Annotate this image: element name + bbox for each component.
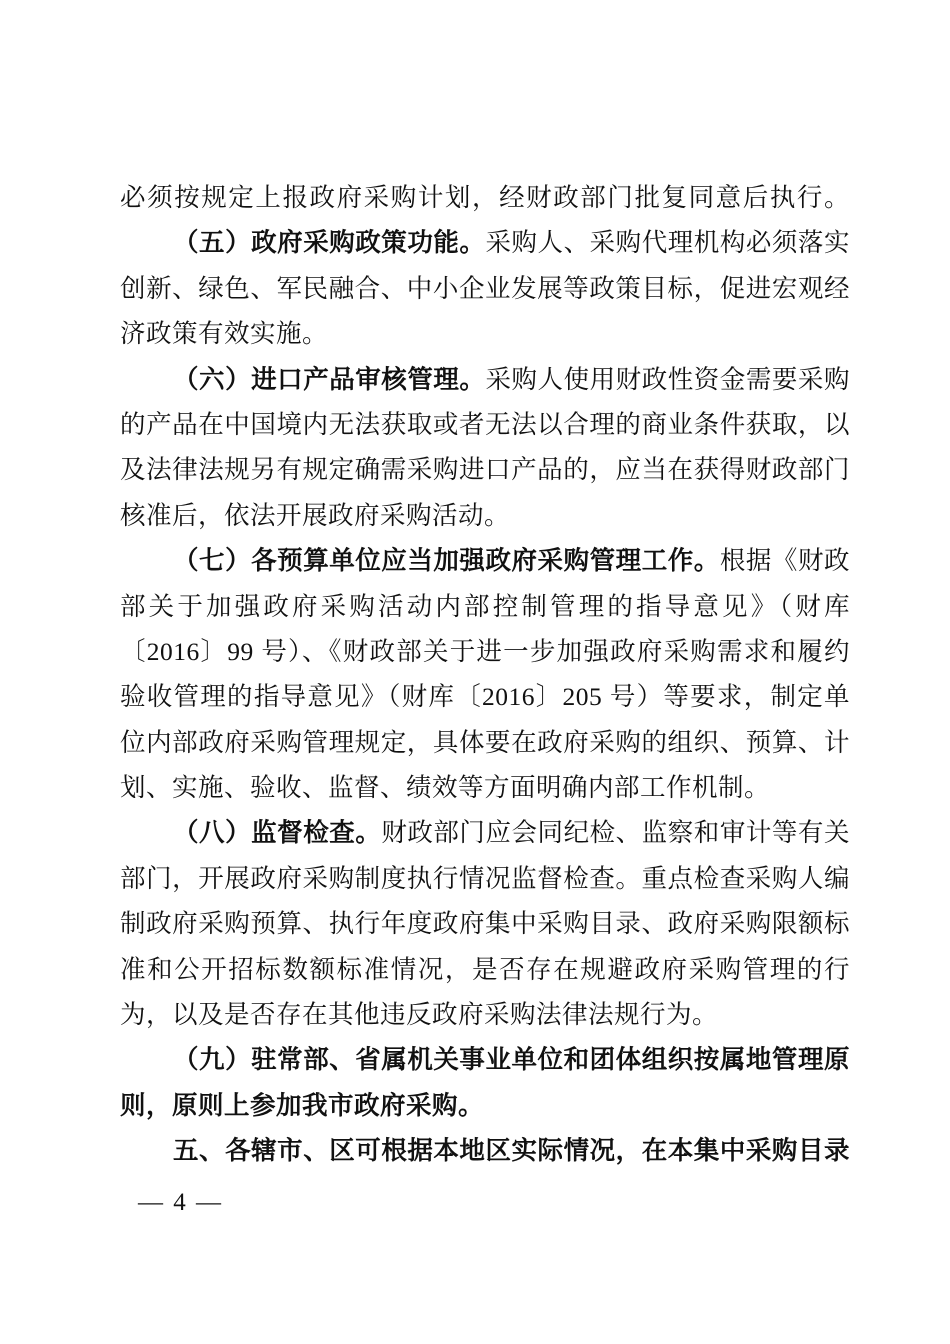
body-text: 济政策有效实施。 xyxy=(120,319,329,349)
text-line xyxy=(120,674,850,719)
text-line xyxy=(120,266,850,311)
body-text: 及法律法规另有规定确需采购进口产品的，应当在获得财政部门 xyxy=(120,455,850,485)
text-line xyxy=(120,856,850,901)
text-line xyxy=(120,584,850,629)
heading-text: （七）各预算单位应当加强政府采购管理工作。 xyxy=(173,546,720,576)
body-text: 准和公开招标数额标准情况，是否存在规避政府采购管理的行 xyxy=(120,954,850,984)
heading-text: 则，原则上参加我市政府采购。 xyxy=(120,1090,485,1120)
text-line xyxy=(120,220,850,265)
body-text: 采购人、采购代理机构必须落实 xyxy=(485,228,850,258)
body-text: 验收管理的指导意见》（财库〔2016〕205 号）等要求，制定单 xyxy=(120,682,850,712)
heading-text: （九）驻常部、省属机关事业单位和团体组织按属地管理原 xyxy=(173,1045,850,1075)
heading-text: （八）监督检查。 xyxy=(173,818,382,848)
text-line xyxy=(120,901,850,946)
body-text: 部关于加强政府采购活动内部控制管理的指导意见》（财库 xyxy=(120,591,850,621)
text-line xyxy=(120,402,850,447)
body-text: 为，以及是否存在其他违反政府采购法律法规行为。 xyxy=(120,1000,719,1030)
text-line xyxy=(120,538,850,583)
text-line xyxy=(120,357,850,402)
text-line xyxy=(120,1037,850,1082)
document-body xyxy=(120,175,850,1174)
text-line xyxy=(120,629,850,674)
body-text: 必须按规定上报政府采购计划，经财政部门批复同意后执行。 xyxy=(120,183,850,212)
text-line xyxy=(120,947,850,992)
page-number: — 4 — xyxy=(138,1189,223,1216)
body-text: 〔2016〕99 号）、《财政部关于进一步加强政府采购需求和履约 xyxy=(120,636,850,666)
body-text: 位内部政府采购管理规定，具体要在政府采购的组织、预算、计 xyxy=(120,727,850,757)
body-text: 的产品在中国境内无法获取或者无法以合理的商业条件获取，以 xyxy=(120,409,850,439)
body-text: 核准后，依法开展政府采购活动。 xyxy=(120,500,511,530)
body-text: 创新、绿色、军民融合、中小企业发展等政策目标，促进宏观经 xyxy=(120,273,850,303)
text-line xyxy=(120,311,850,356)
text-line xyxy=(120,175,850,220)
body-text: 制政府采购预算、执行年度政府集中采购目录、政府采购限额标 xyxy=(120,909,850,939)
text-line xyxy=(120,992,850,1037)
text-line xyxy=(120,765,850,810)
heading-text: （六）进口产品审核管理。 xyxy=(173,364,486,394)
text-line xyxy=(120,493,850,538)
text-line xyxy=(120,1128,850,1173)
text-line xyxy=(120,810,850,855)
body-text: 划、实施、验收、监督、绩效等方面明确内部工作机制。 xyxy=(120,773,771,803)
text-line xyxy=(120,447,850,492)
body-text: 部门，开展政府采购制度执行情况监督检查。重点检查采购人编 xyxy=(120,863,850,893)
body-text: 根据《财政 xyxy=(719,546,850,576)
body-text: 财政部门应会同纪检、监察和审计等有关 xyxy=(381,818,850,848)
text-line xyxy=(120,720,850,765)
heading-text: 五、各辖市、区可根据本地区实际情况，在本集中采购目录 xyxy=(173,1136,850,1166)
text-line xyxy=(120,1083,850,1128)
heading-text: （五）政府采购政策功能。 xyxy=(173,228,486,258)
body-text: 采购人使用财政性资金需要采购 xyxy=(485,364,850,394)
